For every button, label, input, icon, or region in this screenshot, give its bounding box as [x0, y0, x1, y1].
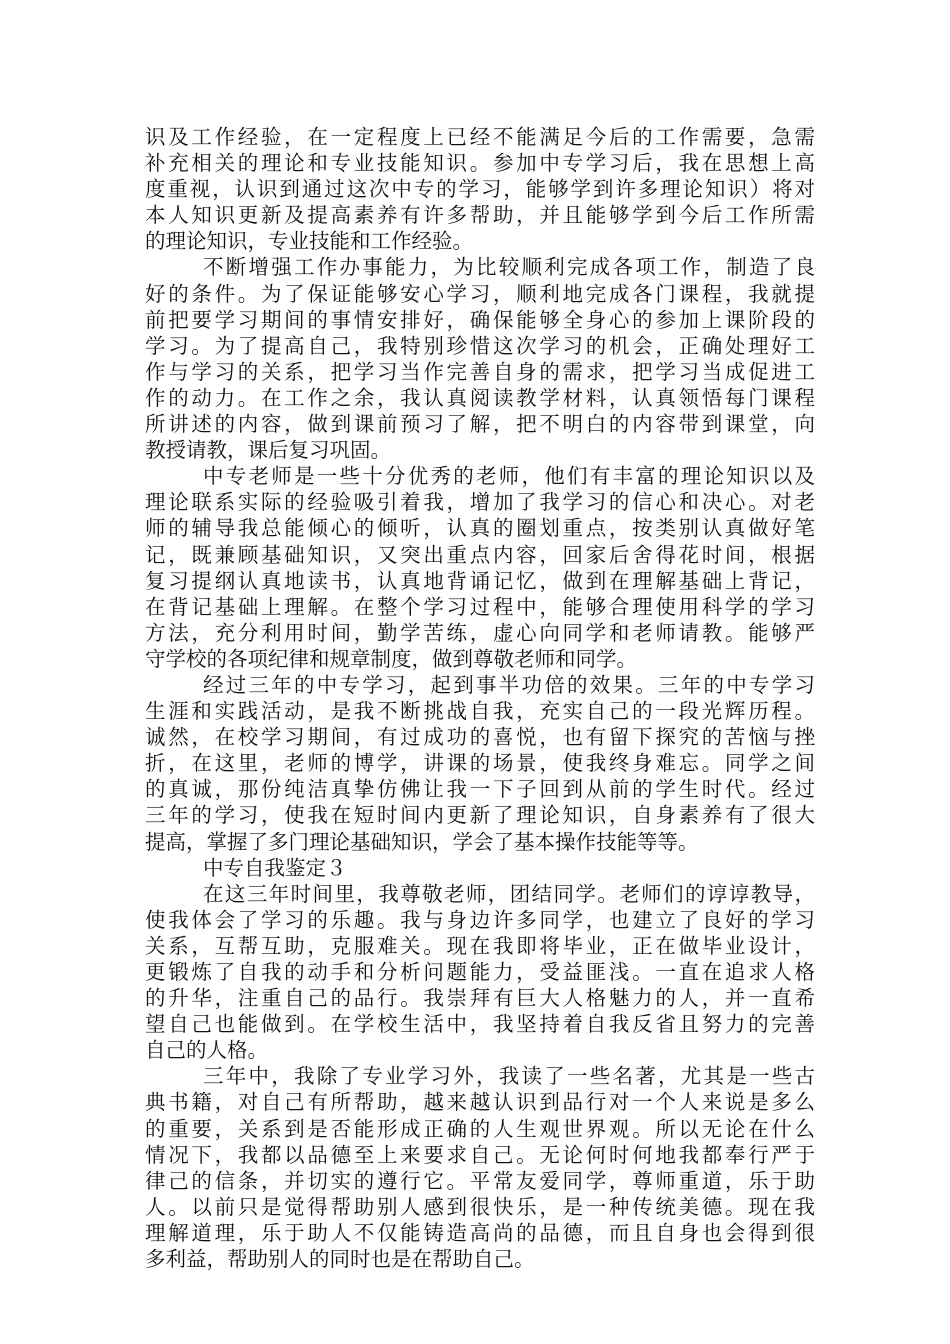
paragraph — [145, 672, 815, 855]
document-body — [145, 124, 815, 1272]
text-line: 师的辅导我总能倾心的倾听，认真的圈划重点，按类别认真做好笔 — [145, 516, 815, 541]
paragraph — [145, 463, 815, 672]
text-line: 折，在这里，老师的博学，讲课的场景，使我终身难忘。同学之间 — [145, 751, 815, 776]
text-line: 关系，互帮互助，克服难关。现在我即将毕业，正在做毕业设计， — [145, 933, 815, 958]
text-line: 三年的学习，使我在短时间内更新了理论知识，自身素养有了很大 — [145, 803, 815, 828]
paragraph — [145, 254, 815, 463]
text-line: 补充相关的理论和专业技能知识。参加中专学习后，我在思想上高 — [145, 151, 815, 176]
text-line: 在背记基础上理解。在整个学习过程中，能够合理使用科学的学习 — [145, 594, 815, 619]
text-line: 前把要学习期间的事情安排好，确保能够全身心的参加上课阶段的 — [145, 307, 815, 332]
section-heading: 中专自我鉴定３ — [203, 855, 347, 880]
text-line: 使我体会了学习的乐趣。我与身边许多同学，也建立了良好的学习 — [145, 907, 815, 932]
text-line: 典书籍，对自己有所帮助，越来越认识到品行对一个人来说是多么 — [145, 1090, 815, 1115]
text-line: 方法，充分利用时间，勤学苦练，虚心向同学和老师请教。能够严 — [145, 620, 815, 645]
text-line: 在这三年时间里，我尊敬老师，团结同学。老师们的谆谆教导， — [203, 881, 815, 906]
text-line: 的理论知识，专业技能和工作经验。 — [145, 229, 473, 254]
text-line: 好的条件。为了保证能够安心学习，顺利地完成各门课程，我就提 — [145, 281, 815, 306]
text-line: 所讲述的内容，做到课前预习了解，把不明白的内容带到课堂，向 — [145, 412, 815, 437]
paragraph — [145, 1063, 815, 1272]
text-line: 生涯和实践活动，是我不断挑战自我，充实自己的一段光辉历程。 — [145, 699, 815, 724]
text-line: 的重要，关系到是否能形成正确的人生观世界观。所以无论在什么 — [145, 1116, 815, 1141]
text-line: 本人知识更新及提高素养有许多帮助，并且能够学到今后工作所需 — [145, 203, 815, 228]
text-line: 教授请教，课后复习巩固。 — [145, 438, 391, 463]
text-line: 诚然，在校学习期间，有过成功的喜悦，也有留下探究的苦恼与挫 — [145, 725, 815, 750]
text-line: 不断增强工作办事能力，为比较顺利完成各项工作，制造了良 — [203, 255, 815, 280]
text-line: 多利益，帮助别人的同时也是在帮助自己。 — [145, 1247, 535, 1272]
text-line: 的真诚，那份纯洁真挚仿佛让我一下子回到从前的学生时代。经过 — [145, 777, 815, 802]
text-line: 中专老师是一些十分优秀的老师，他们有丰富的理论知识以及 — [203, 464, 815, 489]
text-line: 提高，掌握了多门理论基础知识，学会了基本操作技能等等。 — [145, 829, 699, 854]
text-line: 理论联系实际的经验吸引着我，增加了我学习的信心和决心。对老 — [145, 490, 815, 515]
text-line: 作与学习的关系，把学习当作完善自身的需求，把学习当成促进工 — [145, 359, 815, 384]
text-line: 望自己也能做到。在学校生活中，我坚持着自我反省且努力的完善 — [145, 1012, 815, 1037]
text-line: 人。以前只是觉得帮助别人感到很快乐，是一种传统美德。现在我 — [145, 1194, 815, 1219]
text-line: 经过三年的中专学习，起到事半功倍的效果。三年的中专学习 — [203, 672, 815, 697]
paragraph — [145, 881, 815, 1064]
text-line: 复习提纲认真地读书，认真地背诵记忆，做到在理解基础上背记， — [145, 568, 815, 593]
text-line: 识及工作经验，在一定程度上已经不能满足今后的工作需要，急需 — [145, 125, 815, 149]
text-line: 记，既兼顾基础知识，又突出重点内容，回家后舍得花时间，根据 — [145, 542, 815, 567]
text-line: 自己的人格。 — [145, 1038, 268, 1063]
text-line: 学习。为了提高自己，我特别珍惜这次学习的机会，正确处理好工 — [145, 333, 815, 358]
text-line: 作的动力。在工作之余，我认真阅读教学材料，认真领悟每门课程 — [145, 385, 815, 410]
text-line: 更锻炼了自我的动手和分析问题能力，受益匪浅。一直在追求人格 — [145, 960, 815, 984]
text-line: 情况下，我都以品德至上来要求自己。无论何时何地我都奉行严于 — [145, 1142, 815, 1167]
text-line: 三年中，我除了专业学习外，我读了一些名著，尤其是一些古 — [203, 1064, 815, 1089]
text-line: 律己的信条，并切实的遵行它。平常友爱同学，尊师重道，乐于助 — [145, 1168, 815, 1193]
text-line: 的升华，注重自己的品行。我崇拜有巨大人格魅力的人，并一直希 — [145, 986, 815, 1011]
text-line: 理解道理，乐于助人不仅能铸造高尚的品德，而且自身也会得到很 — [145, 1220, 815, 1245]
text-line: 度重视，认识到通过这次中专的学习，能够学到许多理论知识）将对 — [145, 177, 815, 202]
paragraph — [145, 124, 815, 254]
text-line: 守学校的各项纪律和规章制度，做到尊敬老师和同学。 — [145, 646, 637, 671]
